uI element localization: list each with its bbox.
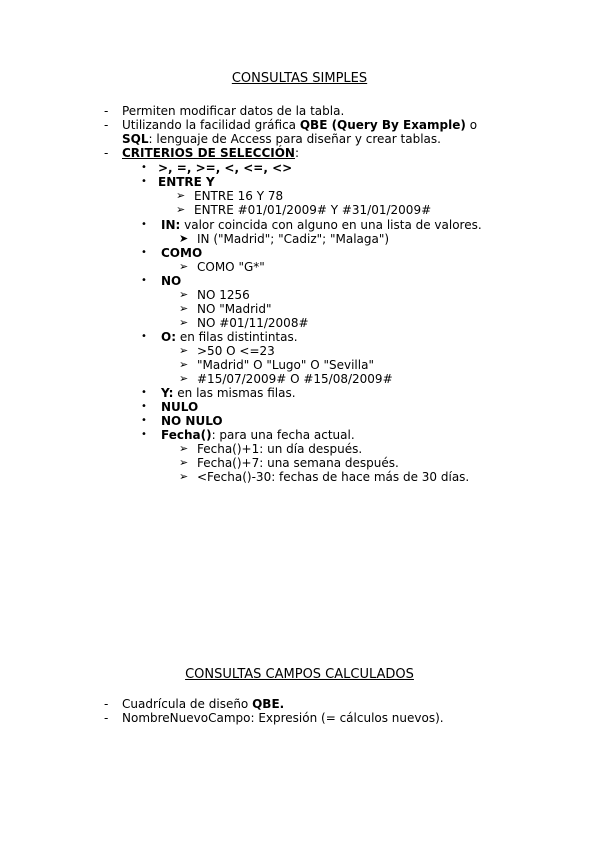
- sub-item-text: Fecha()+1: un día después.: [197, 442, 363, 456]
- page-title: CONSULTAS SIMPLES: [231, 71, 368, 86]
- sub-item-text: ENTRE 16 Y 78: [194, 189, 284, 203]
- sub-item-text: <Fecha()-30: fechas de hace más de 30 días.: [197, 470, 470, 484]
- arrow-icon: ➢: [179, 302, 189, 315]
- sub-item-text: IN ("Madrid"; "Cadiz"; "Malaga"): [197, 232, 390, 246]
- text-part: : lenguaje de Access para diseñar y crear tablas.: [148, 132, 441, 146]
- criteria-text: [161, 428, 355, 442]
- item-text: NombreNuevoCampo: Expresión (= cálculos nuevos).: [122, 711, 444, 725]
- dash-marker: -: [104, 697, 109, 711]
- bold-term: QBE (Query By Example): [299, 118, 466, 132]
- bullet-marker: •: [141, 387, 147, 398]
- criteria-desc: : para una fecha actual.: [211, 428, 355, 442]
- criteria-term: ENTRE Y: [158, 175, 215, 189]
- sub-item-text: "Madrid" O "Lugo" O "Sevilla": [197, 358, 374, 372]
- item-text: [122, 132, 441, 146]
- criteria-term: NO: [161, 274, 182, 288]
- arrow-icon: ➢: [179, 344, 189, 357]
- dash-marker: -: [104, 118, 109, 132]
- section-title: CONSULTAS CAMPOS CALCULADOS: [185, 667, 414, 682]
- arrow-icon: ➢: [179, 372, 189, 385]
- criteria-desc: en las mismas filas.: [173, 386, 296, 400]
- bullet-marker: •: [141, 176, 147, 187]
- bullet-marker: •: [141, 275, 147, 286]
- sub-item-text: ENTRE #01/01/2009# Y #31/01/2009#: [194, 203, 432, 217]
- sub-item-text: NO 1256: [197, 288, 250, 302]
- criteria-text: [161, 330, 298, 344]
- arrow-icon: ➢: [179, 358, 189, 371]
- sub-item-text: >50 O <=23: [197, 344, 275, 358]
- criteria-term: NO NULO: [161, 414, 223, 428]
- criteria-term: Y:: [161, 386, 174, 400]
- arrow-icon: ➤: [179, 232, 189, 245]
- item-text: [122, 118, 477, 132]
- criteria-term: Fecha(): [161, 428, 212, 442]
- sub-item-text: #15/07/2009# O #15/08/2009#: [197, 372, 393, 386]
- criteria-term: O:: [161, 330, 176, 344]
- dash-marker: -: [104, 146, 109, 160]
- arrow-icon: ➢: [179, 442, 189, 455]
- sub-item-text: NO #01/11/2008#: [197, 316, 309, 330]
- bullet-marker: •: [141, 331, 147, 342]
- dash-marker: -: [104, 104, 109, 118]
- bold-term: SQL: [122, 132, 149, 146]
- bullet-marker: •: [141, 247, 147, 258]
- arrow-icon: ➢: [179, 260, 189, 273]
- text-part: o: [465, 118, 478, 132]
- bullet-marker: •: [141, 429, 147, 440]
- criteria-term: COMO: [161, 246, 203, 260]
- bullet-marker: •: [141, 415, 147, 426]
- criteria-desc: valor coincida con alguno en una lista de valores.: [180, 218, 482, 232]
- arrow-icon: ➢: [179, 288, 189, 301]
- bullet-marker: •: [141, 401, 147, 412]
- criteria-term: >, =, >=, <, <=, <>: [158, 161, 293, 175]
- arrow-icon: ➢: [176, 203, 186, 216]
- bullet-marker: •: [141, 219, 147, 230]
- section-heading: CRITERIOS DE SELECCIÓN: [122, 146, 295, 160]
- sub-item-text: COMO "G*": [197, 260, 265, 274]
- criteria-term: NULO: [161, 400, 199, 414]
- criteria-desc: en filas distintintas.: [176, 330, 298, 344]
- sub-item-text: NO "Madrid": [197, 302, 272, 316]
- arrow-icon: ➢: [179, 470, 189, 483]
- item-text: Permiten modificar datos de la tabla.: [122, 104, 345, 118]
- arrow-icon: ➢: [179, 456, 189, 469]
- bullet-marker: •: [141, 162, 147, 173]
- sub-item-text: Fecha()+7: una semana después.: [197, 456, 399, 470]
- dash-marker: -: [104, 711, 109, 725]
- text-part: Utilizando la facilidad gráfica: [122, 118, 300, 132]
- criteria-text: [161, 386, 296, 400]
- criteria-text: [161, 218, 482, 232]
- text-part: Cuadrícula de diseño: [122, 697, 253, 711]
- item-text: [122, 146, 299, 160]
- text-part: :: [294, 146, 300, 160]
- bold-term: QBE.: [252, 697, 285, 711]
- arrow-icon: ➢: [179, 316, 189, 329]
- arrow-icon: ➢: [176, 189, 186, 202]
- item-text: [122, 697, 284, 711]
- criteria-term: IN:: [161, 218, 181, 232]
